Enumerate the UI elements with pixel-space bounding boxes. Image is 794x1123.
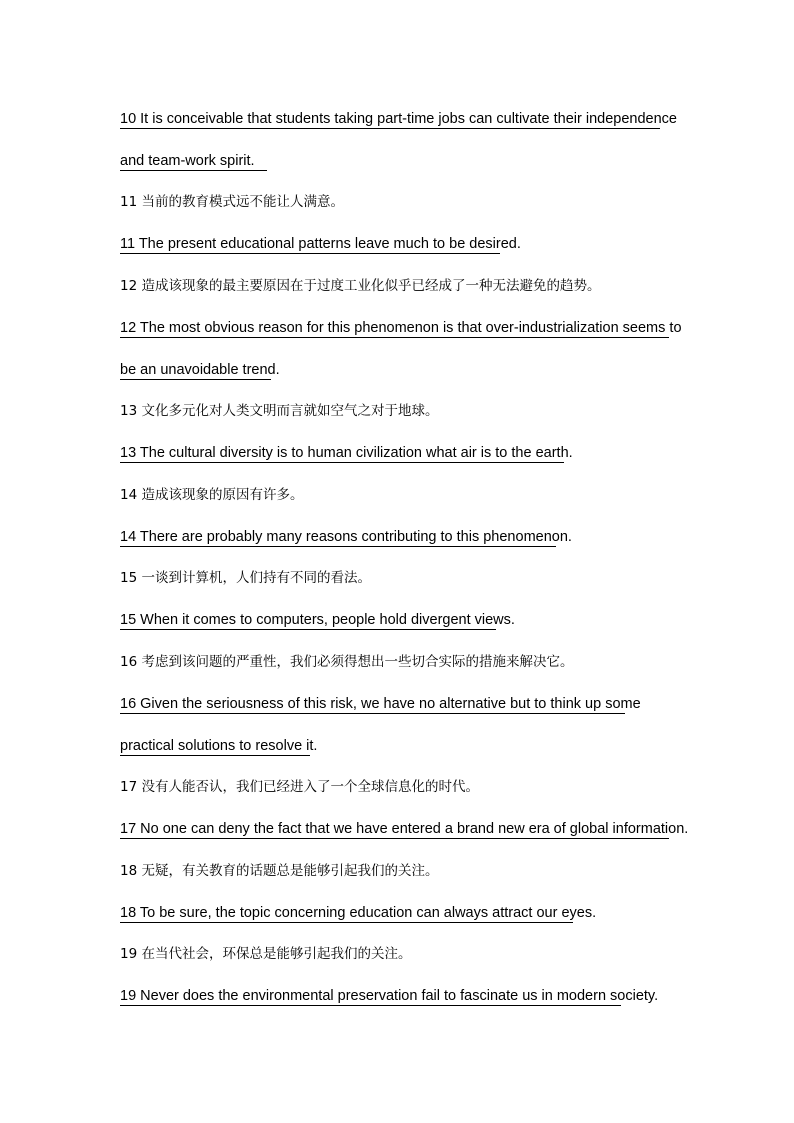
sentence-chinese: 14 造成该现象的原因有许多。 (120, 487, 304, 503)
underline-rule (120, 337, 669, 338)
underline-rule (120, 170, 267, 171)
sentence-english: be an unavoidable trend. (120, 362, 280, 378)
underline-rule (120, 713, 625, 714)
sentence-chinese: 12 造成该现象的最主要原因在于过度工业化似乎已经成了一种无法避免的趋势。 (120, 278, 601, 294)
underline-rule (120, 922, 573, 923)
underline-rule (120, 755, 310, 756)
sentence-english: 17 No one can deny the fact that we have entered a brand new era of global information. (120, 821, 689, 837)
sentence-chinese: 15 一谈到计算机，人们持有不同的看法。 (120, 570, 371, 586)
underline-rule (120, 838, 669, 839)
underline-rule (120, 253, 500, 254)
underline-rule (120, 629, 496, 630)
sentence-english: 12 The most obvious reason for this phenomenon is that over-industrialization seems to (120, 320, 682, 336)
sentence-english: 11 The present educational patterns leave much to be desired. (120, 236, 521, 252)
sentence-english: 13 The cultural diversity is to human civilization what air is to the earth. (120, 445, 573, 461)
sentence-chinese: 16 考虑到该问题的严重性，我们必须得想出一些切合实际的措施来解决它。 (120, 654, 574, 670)
sentence-english: practical solutions to resolve it. (120, 738, 318, 754)
sentence-chinese: 17 没有人能否认，我们已经进入了一个全球信息化的时代。 (120, 779, 479, 795)
underline-rule (120, 379, 271, 380)
sentence-english: and team-work spirit. (120, 153, 255, 169)
underline-rule (120, 546, 556, 547)
sentence-english: 14 There are probably many reasons contributing to this phenomenon. (120, 529, 572, 545)
sentence-chinese: 19 在当代社会，环保总是能够引起我们的关注。 (120, 946, 412, 962)
sentence-english: 16 Given the seriousness of this risk, we have no alternative but to think up some (120, 696, 641, 712)
sentence-chinese: 18 无疑，有关教育的话题总是能够引起我们的关注。 (120, 863, 439, 879)
underline-rule (120, 462, 564, 463)
sentence-english: 18 To be sure, the topic concerning education can always attract our eyes. (120, 905, 597, 921)
sentence-chinese: 11 当前的教育模式远不能让人满意。 (120, 194, 344, 210)
sentence-english: 19 Never does the environmental preservation fail to fascinate us in modern society. (120, 988, 659, 1004)
underline-rule (120, 128, 660, 129)
sentence-chinese: 13 文化多元化对人类文明而言就如空气之对于地球。 (120, 403, 439, 419)
sentence-english: 10 It is conceivable that students taking part-time jobs can cultivate their independence (120, 111, 677, 127)
sentence-english: 15 When it comes to computers, people hold divergent views. (120, 612, 515, 628)
underline-rule (120, 1005, 621, 1006)
